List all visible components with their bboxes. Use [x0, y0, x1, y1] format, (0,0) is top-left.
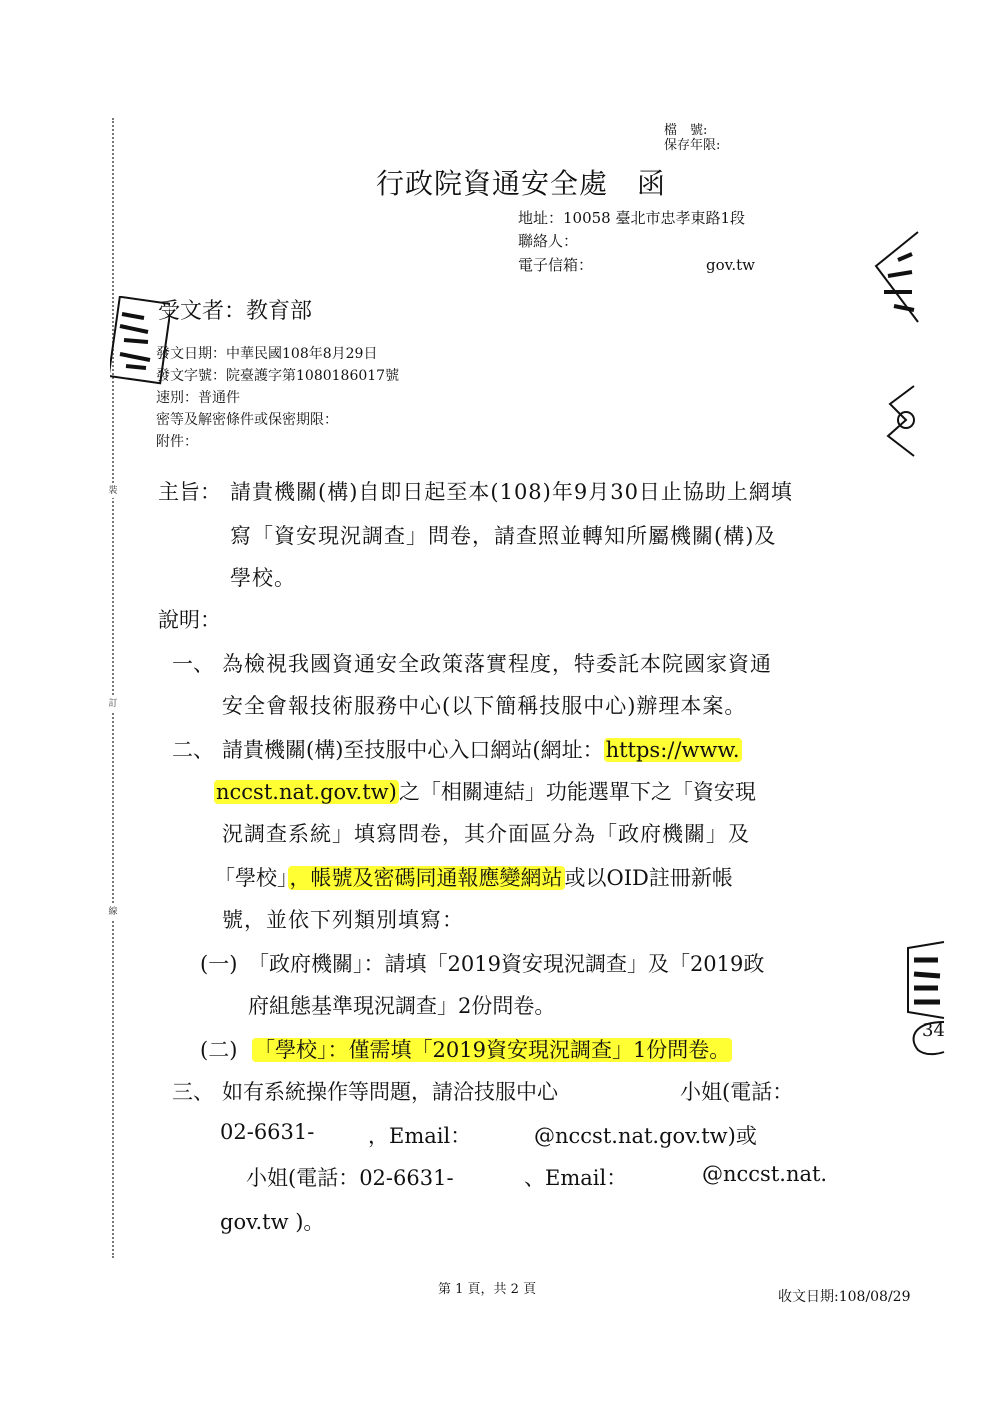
sub-item-1-label: (一) [200, 952, 238, 976]
sub-item-2-line [252, 1034, 732, 1064]
recipient: 受文者：教育部 [158, 299, 313, 324]
item-1-line-1: 為檢視我國資通安全政策落實程度，特委託本院國家資通 [222, 652, 772, 676]
item-3-line-2a: 02-6631- [220, 1120, 315, 1144]
sender-contact: 聯絡人： [518, 232, 579, 250]
item-3-label: 三、 [172, 1080, 214, 1104]
stamp-page-number: 34 [922, 1020, 945, 1041]
url-link-part-1[interactable]: https://www. [605, 738, 740, 762]
file-number-label: 檔 號: [664, 123, 708, 138]
subject-label: 主旨： [158, 480, 221, 504]
url-link-part-2[interactable]: nccst.nat.gov.tw) [216, 780, 397, 804]
item-3-line-3b: 、Email： [524, 1166, 628, 1190]
item-1-label: 一、 [172, 652, 214, 676]
binding-mark-xian: 線 [106, 905, 120, 919]
school-note-highlight: 「學校」：僅需填「2019資安現況調查」1份問卷。 [254, 1038, 731, 1062]
subject-line-2: 寫「資安現況調查」問卷，請查照並轉知所屬機關(構)及 [230, 524, 777, 548]
item-3-line-2c: @nccst.nat.gov.tw)或 [534, 1124, 757, 1148]
item-2-line-1 [222, 734, 742, 764]
item-2-line-4-rest: 或以OID註冊新帳 [564, 866, 733, 890]
delivery-speed: 速別：普通件 [156, 390, 240, 406]
item-3-line-1a: 如有系統操作等問題，請洽技服中心 [222, 1080, 558, 1104]
retention-label: 保存年限: [664, 138, 721, 153]
sub-item-2-label: (二) [200, 1038, 238, 1062]
sender-email-label: 電子信箱： [518, 256, 594, 274]
item-3-line-4: gov.tw )。 [220, 1210, 325, 1234]
secrecy-level: 密等及解密條件或保密期限： [156, 412, 338, 428]
binding-mark-zhuang: 裝 [106, 484, 120, 498]
explanation-label: 說明： [158, 608, 221, 632]
item-2-line-1-text: 請貴機關(構)至技服中心入口網站(網址： [222, 738, 604, 762]
item-3-line-3c: @nccst.nat. [702, 1162, 828, 1186]
item-3-line-2b: ，Email： [368, 1124, 472, 1148]
attachment: 附件： [156, 434, 198, 450]
item-2-line-2-text: 之「相關連結」功能選單下之「資安現 [398, 780, 756, 804]
item-3-line-1b: 小姐(電話： [680, 1080, 794, 1104]
item-2-line-4-text: 「學校」 [214, 866, 288, 890]
received-stamp-right-top [868, 226, 920, 326]
received-stamp-right-bottom [904, 938, 948, 1058]
page-number: 第 1 頁，共 2 頁 [438, 1282, 537, 1297]
subject-line-3: 學校。 [230, 566, 296, 590]
received-date: 收文日期:108/08/29 [778, 1289, 911, 1305]
subject-line-1: 請貴機關(構)自即日起至本(108)年9月30日止協助上網填 [230, 480, 793, 504]
issue-number: 發文字號：院臺護字第1080186017號 [156, 368, 400, 384]
account-note-highlight: ，帳號及密碼同通報應變網站 [289, 866, 563, 890]
item-2-label: 二、 [172, 738, 214, 762]
item-2-line-3: 況調查系統」填寫問卷，其介面區分為「政府機關」及 [222, 822, 750, 846]
sub-item-1-line-1: 「政府機關」：請填「2019資安現況調查」及「2019政 [248, 952, 765, 976]
sender-email-domain: gov.tw [706, 256, 755, 274]
issue-date: 發文日期：中華民國108年8月29日 [156, 346, 378, 362]
item-1-line-2: 安全會報技術服務中心(以下簡稱技服中心)辦理本案。 [222, 694, 747, 718]
sub-item-1-line-2: 府組態基準現況調查」2份問卷。 [248, 994, 556, 1018]
binding-mark-ding: 訂 [106, 697, 120, 711]
received-stamp-right-mid [884, 380, 920, 460]
document-title: 行政院資通安全處 函 [376, 167, 667, 200]
received-stamp-left [110, 296, 170, 386]
item-2-line-4 [214, 862, 733, 892]
binding-line [112, 118, 114, 1258]
item-2-line-2 [214, 776, 756, 806]
item-2-line-5: 號，並依下列類別填寫： [222, 908, 464, 932]
item-3-line-3a: 小姐(電話：02-6631- [246, 1166, 454, 1190]
sender-address: 地址：10058 臺北市忠孝東路1段 [518, 209, 746, 227]
